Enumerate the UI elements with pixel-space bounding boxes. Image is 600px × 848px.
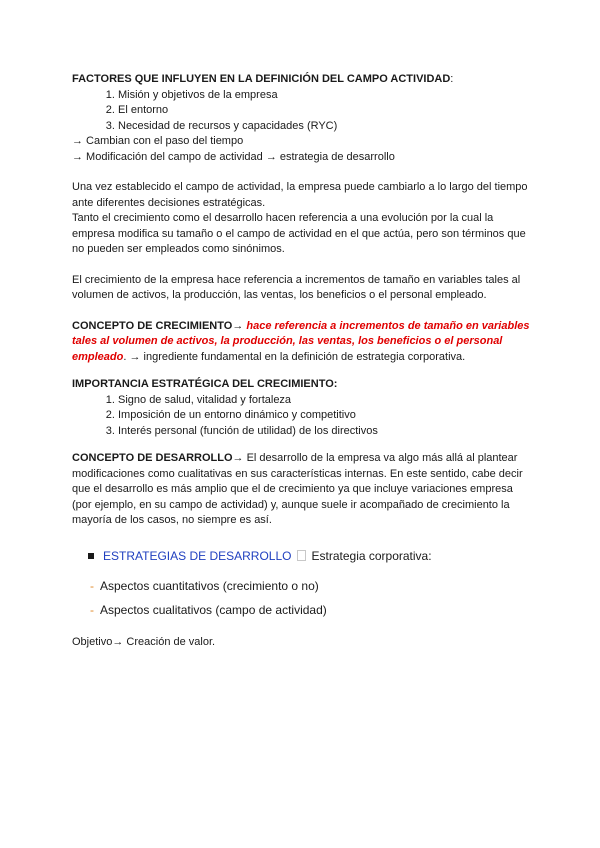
missing-glyph-icon xyxy=(297,550,306,561)
factores-heading: FACTORES QUE INFLUYEN EN LA DEFINICIÓN DEL CAMPO ACTIVIDAD xyxy=(72,73,451,85)
dash-icon: - xyxy=(90,578,94,593)
estrategia-item-label: Aspectos cuantitativos (crecimiento o no) xyxy=(100,578,319,593)
objetivo-line: Objetivo→ Creación de valor. xyxy=(72,635,216,648)
list-item: 2. El entorno xyxy=(118,103,534,119)
factores-colon: : xyxy=(450,73,454,85)
list-item: 2. Imposición de un entorno dinámico y competitivo xyxy=(118,408,534,424)
document-page xyxy=(72,72,534,650)
list-item: 3. Interés personal (función de utilidad) de los directivos xyxy=(118,424,534,440)
desarrollo-label: CONCEPTO DE DESARROLLO xyxy=(72,452,233,464)
list-item xyxy=(90,601,534,619)
factores-arrow-1: → Cambian con el paso del tiempo xyxy=(72,135,244,147)
factores-arrow-2: → Modificación del campo de actividad → estrategia de desarrollo xyxy=(72,150,395,163)
concepto-desarrollo xyxy=(72,451,534,529)
estrategias-after: Estrategia corporativa: xyxy=(311,548,432,563)
crecimiento-label: CONCEPTO DE CRECIMIENTO xyxy=(72,319,233,332)
square-bullet-icon xyxy=(88,553,94,559)
estrategias-label: ESTRATEGIAS DE DESARROLLO xyxy=(103,548,292,563)
crecimiento-rest: . → ingrediente fundamental en la definición de estrategia corporativa. xyxy=(123,350,466,363)
crecimiento-definition: hace referencia a incrementos de tamaño en variables tales al volumen de activos, la producción, las ventas, los beneficios o el personal empleado xyxy=(72,319,530,363)
desarrollo-text: → El desarrollo de la empresa va algo más allá al plantear modificaciones como cualitativas en sus características internas. En este sentido, cabe decir que el desarrollo es más amplio que el de crecimiento ya que incluye variaciones empresa (por ejemplo, en su campo de actividad) y, aunque suele ir acompañado de crecimiento la mayoría de los casos, no siempre es así. xyxy=(72,452,523,526)
importancia-heading: IMPORTANCIA ESTRATÉGICA DEL CRECIMIENTO: xyxy=(72,378,338,390)
list-item xyxy=(90,577,534,595)
list-item: 1. Misión y objetivos de la empresa xyxy=(118,88,534,104)
paragraph-campo-actividad: Una vez establecido el campo de actividad, la empresa puede cambiarlo a lo largo del tiempo ante diferentes decisiones estratégicas. xyxy=(72,181,528,209)
estrategias-bullet xyxy=(88,547,534,565)
paragraph-crecimiento-desarrollo: Tanto el crecimiento como el desarrollo hacen referencia a una evolución por la cual la empresa modifica su tamaño o el campo de actividad en el que actúa, pero son términos que no pueden ser empleados como sinónimos. xyxy=(72,212,526,255)
estrategia-item-label: Aspectos cualitativos (campo de actividad) xyxy=(100,602,327,617)
factores-heading-line xyxy=(72,72,534,88)
paragraph-crecimiento-empresa: El crecimiento de la empresa hace referencia a incrementos de tamaño en variables tales al volumen de activos, la producción, las ventas, los beneficios o el personal empleado. xyxy=(72,273,521,301)
factores-list xyxy=(72,88,534,135)
concepto-crecimiento xyxy=(72,319,534,366)
importancia-list xyxy=(72,393,534,440)
crecimiento-arrow: → xyxy=(232,319,247,332)
list-item: 1. Signo de salud, vitalidad y fortaleza xyxy=(118,393,534,409)
dash-icon: - xyxy=(90,602,94,617)
importancia-heading-line xyxy=(72,377,534,393)
list-item: 3. Necesidad de recursos y capacidades (RYC) xyxy=(118,119,534,135)
